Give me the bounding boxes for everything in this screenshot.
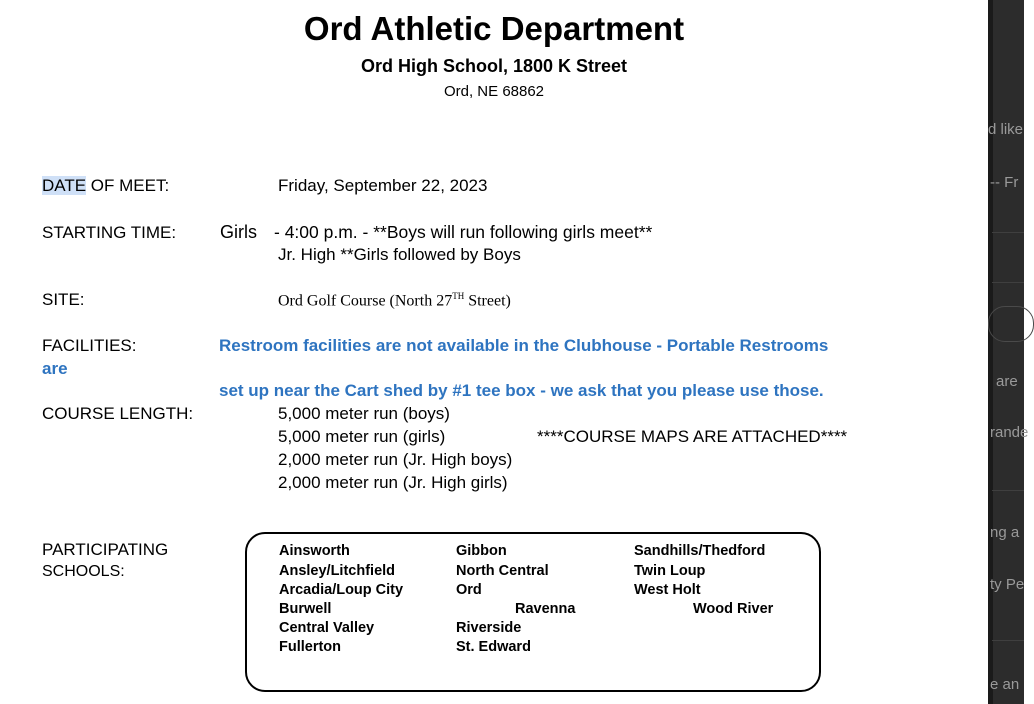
facilities-line1: Restroom facilities are not available in the Clubhouse - Portable Restrooms: [219, 336, 829, 355]
school-name: North Central: [456, 563, 549, 579]
document-title: Ord Athletic Department: [303, 10, 685, 47]
school-name: Wood River: [693, 601, 774, 617]
school-name: Sandhills/Thedford: [634, 543, 766, 559]
school-name: Arcadia/Loup City: [279, 582, 404, 598]
date-label-selection: DATE: [42, 176, 87, 195]
side-panel-divider: [992, 490, 1024, 491]
side-panel-text: rande: [990, 424, 1029, 441]
school-name: Fullerton: [279, 639, 342, 655]
site-value-main: Ord Golf Course (North 27: [278, 292, 453, 310]
side-panel-divider: [992, 640, 1024, 641]
course-maps-note: ****COURSE MAPS ARE ATTACHED****: [537, 427, 848, 446]
facilities-label: FACILITIES:: [42, 336, 137, 355]
school-name: Twin Loup: [634, 563, 706, 579]
side-panel-text: are: [996, 373, 1018, 390]
side-panel-text: ty Pe: [990, 576, 1025, 593]
school-name: Ord: [456, 582, 482, 598]
school-name: West Holt: [634, 582, 701, 598]
side-panel[interactable]: [988, 0, 1029, 704]
course-run-2: 5,000 meter run (girls): [278, 427, 446, 446]
side-panel-text: -- Fr: [990, 174, 1019, 191]
date-label: [42, 176, 169, 196]
starting-time-line1: - 4:00 p.m. - **Boys will run following girls meet**: [274, 222, 653, 242]
school-name: Central Valley: [279, 620, 375, 636]
school-name: Ravenna: [515, 601, 576, 617]
site-value: [278, 291, 511, 310]
course-run-1: 5,000 meter run (boys): [278, 404, 450, 423]
starting-time-line2: Jr. High **Girls followed by Boys: [278, 245, 521, 264]
course-length-label: COURSE LENGTH:: [42, 404, 194, 423]
side-panel-divider: [992, 232, 1024, 233]
side-panel-edge: [988, 0, 993, 704]
starting-time-label: STARTING TIME:: [42, 223, 177, 242]
school-address: Ord High School, 1800 K Street: [360, 56, 628, 76]
school-name: St. Edward: [456, 639, 531, 655]
side-panel-button[interactable]: [988, 306, 1034, 342]
city-state-zip: Ord, NE 68862: [443, 83, 545, 100]
date-value: Friday, September 22, 2023: [278, 176, 488, 195]
school-name: Ansley/Litchfield: [279, 563, 396, 579]
schools-label: SCHOOLS:: [42, 563, 125, 580]
school-name: Ainsworth: [279, 543, 350, 559]
site-value-sup: TH: [452, 291, 465, 301]
participating-label: PARTICIPATING: [42, 540, 169, 559]
facilities-line2: set up near the Cart shed by #1 tee box - we ask that you please use those.: [219, 381, 824, 400]
side-panel-text: e an: [990, 676, 1020, 693]
facilities-line1-wrap: are: [42, 359, 68, 378]
starting-time-girls: Girls: [220, 222, 257, 242]
side-panel-divider: [992, 282, 1024, 283]
side-panel-text: ng a: [990, 524, 1020, 541]
school-name: Gibbon: [456, 543, 507, 559]
date-label-rest: OF MEET:: [86, 176, 170, 195]
side-panel-text: d like: [988, 121, 1024, 138]
course-run-4: 2,000 meter run (Jr. High girls): [278, 473, 508, 492]
course-run-3: 2,000 meter run (Jr. High boys): [278, 450, 513, 469]
site-value-end: Street): [464, 292, 511, 310]
site-label: SITE:: [42, 290, 85, 309]
school-name: Burwell: [279, 601, 332, 617]
school-name: Riverside: [456, 620, 522, 636]
